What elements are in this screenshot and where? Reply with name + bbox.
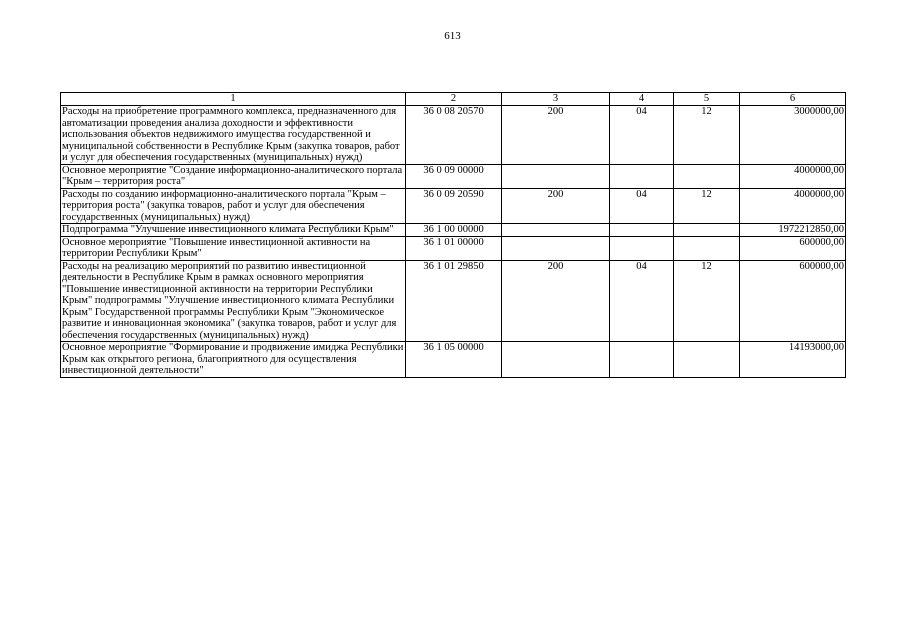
cell-expense-type: 200 — [502, 260, 610, 342]
cell-sum: 3000000,00 — [740, 106, 846, 165]
cell-subsection — [674, 236, 740, 260]
header-col-3: 3 — [502, 93, 610, 106]
cell-name: Основное мероприятие "Создание информационно-аналитического портала "Крым – территория роста" — [61, 164, 406, 188]
table-row — [61, 188, 846, 224]
cell-code: 36 1 05 00000 — [406, 342, 502, 378]
cell-section: 04 — [610, 188, 674, 224]
table-row — [61, 164, 846, 188]
cell-subsection: 12 — [674, 106, 740, 165]
cell-code: 36 1 00 00000 — [406, 224, 502, 237]
cell-section — [610, 224, 674, 237]
table-row — [61, 106, 846, 165]
cell-expense-type: 200 — [502, 188, 610, 224]
cell-expense-type: 200 — [502, 106, 610, 165]
cell-section: 04 — [610, 260, 674, 342]
cell-name: Основное мероприятие "Повышение инвестиционной активности на территории Республики Крым" — [61, 236, 406, 260]
cell-sum: 600000,00 — [740, 236, 846, 260]
header-col-6: 6 — [740, 93, 846, 106]
header-col-1: 1 — [61, 93, 406, 106]
cell-code: 36 1 01 00000 — [406, 236, 502, 260]
table-row — [61, 260, 846, 342]
cell-subsection: 12 — [674, 188, 740, 224]
cell-code: 36 0 09 20590 — [406, 188, 502, 224]
cell-section — [610, 164, 674, 188]
cell-subsection — [674, 164, 740, 188]
cell-name: Расходы на реализацию мероприятий по развитию инвестиционной деятельности в Республике Крым в рамках основного мероприятия "Повышение инвестиционной активности на территории Республики Крым" подпрограммы "Улучшение инвестиционного климата Республики Крым" Государственной программы Республики Крым "Экономическое развитие и инновационная экономика" (закупка товаров, работ и услуг для обеспечения государственных (муниципальных) нужд) — [61, 260, 406, 342]
cell-expense-type — [502, 164, 610, 188]
table-header-row — [61, 93, 846, 106]
cell-expense-type — [502, 236, 610, 260]
table-row — [61, 236, 846, 260]
cell-subsection — [674, 224, 740, 237]
cell-code: 36 0 09 00000 — [406, 164, 502, 188]
cell-sum: 4000000,00 — [740, 188, 846, 224]
header-col-4: 4 — [610, 93, 674, 106]
cell-code: 36 0 08 20570 — [406, 106, 502, 165]
cell-expense-type — [502, 342, 610, 378]
cell-subsection — [674, 342, 740, 378]
cell-section: 04 — [610, 106, 674, 165]
cell-sum: 1972212850,00 — [740, 224, 846, 237]
cell-sum: 600000,00 — [740, 260, 846, 342]
header-col-5: 5 — [674, 93, 740, 106]
cell-section — [610, 342, 674, 378]
cell-name: Подпрограмма "Улучшение инвестиционного климата Республики Крым" — [61, 224, 406, 237]
cell-section — [610, 236, 674, 260]
budget-table — [60, 92, 846, 378]
cell-name: Расходы по созданию информационно-аналитического портала "Крым – территория роста" (закупка товаров, работ и услуг для обеспечения государственных (муниципальных) нужд) — [61, 188, 406, 224]
table-row — [61, 342, 846, 378]
header-col-2: 2 — [406, 93, 502, 106]
cell-name: Основное мероприятие "Формирование и продвижение имиджа Республики Крым как открытого региона, благоприятного для осуществления инвестиционной деятельности" — [61, 342, 406, 378]
cell-sum: 14193000,00 — [740, 342, 846, 378]
cell-subsection: 12 — [674, 260, 740, 342]
table-row — [61, 224, 846, 237]
cell-sum: 4000000,00 — [740, 164, 846, 188]
cell-code: 36 1 01 29850 — [406, 260, 502, 342]
cell-expense-type — [502, 224, 610, 237]
cell-name: Расходы на приобретение программного комплекса, предназначенного для автоматизации проведения анализа доходности и эффективности использования объектов недвижимого имущества государственной и муниципальной собственности в Республике Крым (закупка товаров, работ и услуг для обеспечения государственных (муниципальных) нужд) — [61, 106, 406, 165]
page-number: 613 — [444, 30, 461, 42]
